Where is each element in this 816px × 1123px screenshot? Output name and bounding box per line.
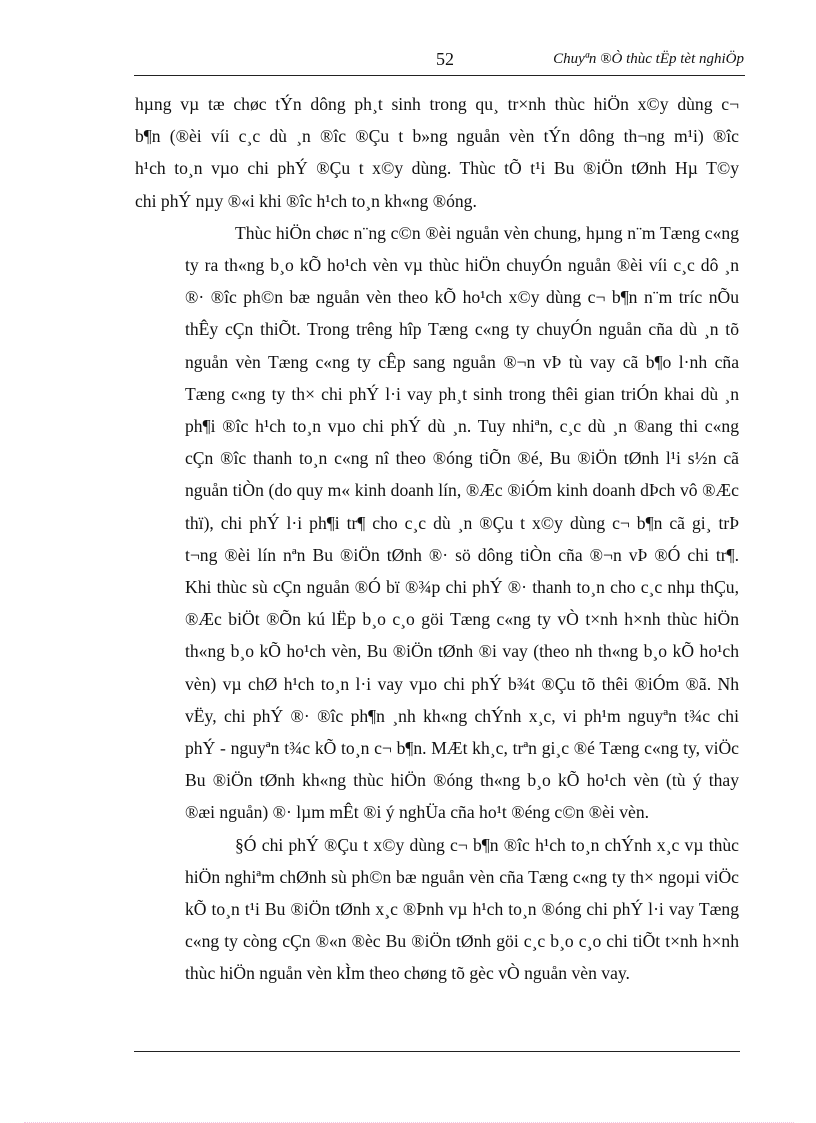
text-line: ph¶i ®îc h¹ch to¸n vµo chi phÝ dù ¸n. Tuy nhiªn, c¸c dù ¸n ®ang thi c«ng xyxy=(185,416,739,437)
text-line: chi phÝ nµy ®«i khi ®îc h¹ch to¸n kh«ng ®óng. xyxy=(135,190,477,211)
text-line: c«ng ty còng cÇn ®«n ®èc Bu ®iÖn tØnh göi c¸c b¸o c¸o chi tiÕt t×nh h×nh xyxy=(185,931,739,952)
text-line: nguån tiÒn (do quy m« kinh doanh lín, ®Æc ®iÓm kinh doanh dÞch vô ®Æc xyxy=(185,480,739,501)
text-line: ty ra th«ng b¸o kÕ ho¹ch vèn vµ thùc hiÖn chuyÓn nguån ®èi víi c¸c dô ¸n xyxy=(185,255,739,276)
footer-rule xyxy=(134,1051,740,1052)
text-line: h¹ch to¸n vµo chi phÝ ®Çu t x©y dùng. Thùc tÕ t¹i Bu ®iÖn tØnh Hµ T©y xyxy=(135,158,739,179)
text-line: Khi thùc sù cÇn nguån ®Ó bï ®¾p chi phÝ ®· thanh to¸n cho c¸c nhµ thÇu, xyxy=(185,577,739,598)
body-text xyxy=(135,88,739,990)
text-line: ®Æc biÖt ®Õn kú lËp b¸o c¸o göi Tæng c«ng ty vÒ t×nh h×nh thùc hiÖn xyxy=(185,609,739,630)
running-header-title: Chuyªn ®Ò thùc tËp tèt nghiÖp xyxy=(553,51,744,67)
paragraph xyxy=(135,829,739,990)
text-line: §Ó chi phÝ ®Çu t x©y dùng c¬ b¶n ®îc h¹ch to¸n chÝnh x¸c vµ thùc xyxy=(235,834,739,855)
text-line: t¬ng ®èi lín nªn Bu ®iÖn tØnh ®· sö dông tiÒn cña ®¬n vÞ ®Ó chi tr¶. xyxy=(185,544,739,565)
text-line: Thùc hiÖn chøc n¨ng c©n ®èi nguån vèn chung, hµng n¨m Tæng c«ng xyxy=(235,222,739,243)
text-line: phÝ - nguyªn t¾c kÕ to¸n c¬ b¶n. MÆt kh¸c, trªn gi¸c ®é Tæng c«ng ty, viÖc xyxy=(185,738,739,759)
text-line: ®· ®îc ph©n bæ nguån vèn theo kÕ ho¹ch x©y dùng c¬ b¶n n¨m tríc nÕu xyxy=(185,287,739,308)
paragraph xyxy=(135,88,739,217)
text-line: vèn) vµ chØ h¹ch to¸n l·i vay vµo chi phÝ b¾t ®Çu tõ thêi ®iÓm ®ã. Nh xyxy=(185,673,739,694)
text-line: b¶n (®èi víi c¸c dù ¸n ®îc ®Çu t b»ng nguån vèn tÝn dông th¬ng m¹i) ®îc xyxy=(135,126,739,147)
paragraph xyxy=(135,217,739,829)
text-line: ®æi nguån) ®· lµm mÊt ®i ý nghÜa cña ho¹t ®éng c©n ®èi vèn. xyxy=(185,802,650,823)
text-line: thùc hiÖn nguån vèn kÌm theo chøng tõ gèc vÒ nguån vèn vay. xyxy=(185,963,630,984)
text-line: vËy, chi phÝ ®· ®îc ph¶n ¸nh kh«ng chÝnh x¸c, vi ph¹m nguyªn t¾c chi xyxy=(185,705,739,726)
text-line: thÊy cÇn thiÕt. Trong trêng hîp Tæng c«ng ty chuyÓn nguån cña dù ¸n tõ xyxy=(185,319,739,340)
text-line: th«ng b¸o kÕ ho¹ch vèn, Bu ®iÖn tØnh ®i vay (theo nh th«ng b¸o kÕ ho¹ch xyxy=(185,641,739,662)
text-line: hiÖn nghiªm chØnh sù ph©n bæ nguån vèn cña Tæng c«ng ty th× ngoµi viÖc xyxy=(185,866,739,887)
text-line: Bu ®iÖn tØnh kh«ng thùc hiÖn ®óng th«ng b¸o kÕ ho¹ch vèn (tù ý thay xyxy=(185,770,739,791)
text-line: thï), chi phÝ l·i ph¶i tr¶ cho c¸c dù ¸n ®Çu t x©y dùng c¬ b¶n cã gi¸ trÞ xyxy=(185,512,739,533)
text-line: Tæng c«ng ty th× chi phÝ l·i vay ph¸t sinh trong thêi gian triÓn khai dù ¸n xyxy=(185,383,739,404)
text-line: hµng vµ tæ chøc tÝn dông ph¸t sinh trong qu¸ tr×nh thùc hiÖn x©y dùng c¬ xyxy=(135,94,739,114)
text-line: kÕ to¸n t¹i Bu ®iÖn tØnh x¸c ®Þnh vµ h¹ch to¸n ®óng chi phÝ l·i vay Tæng xyxy=(185,899,739,920)
text-line: cÇn ®îc thanh to¸n c«ng nî theo ®óng tiÕn ®é, Bu ®iÖn tØnh l¹i s½n cã xyxy=(185,448,739,469)
header-rule xyxy=(134,75,745,76)
text-line: nguån vèn Tæng c«ng ty cÊp sang nguån ®¬n vÞ tù vay cã b¶o l·nh cña xyxy=(185,351,739,372)
page-number: 52 xyxy=(436,49,454,69)
